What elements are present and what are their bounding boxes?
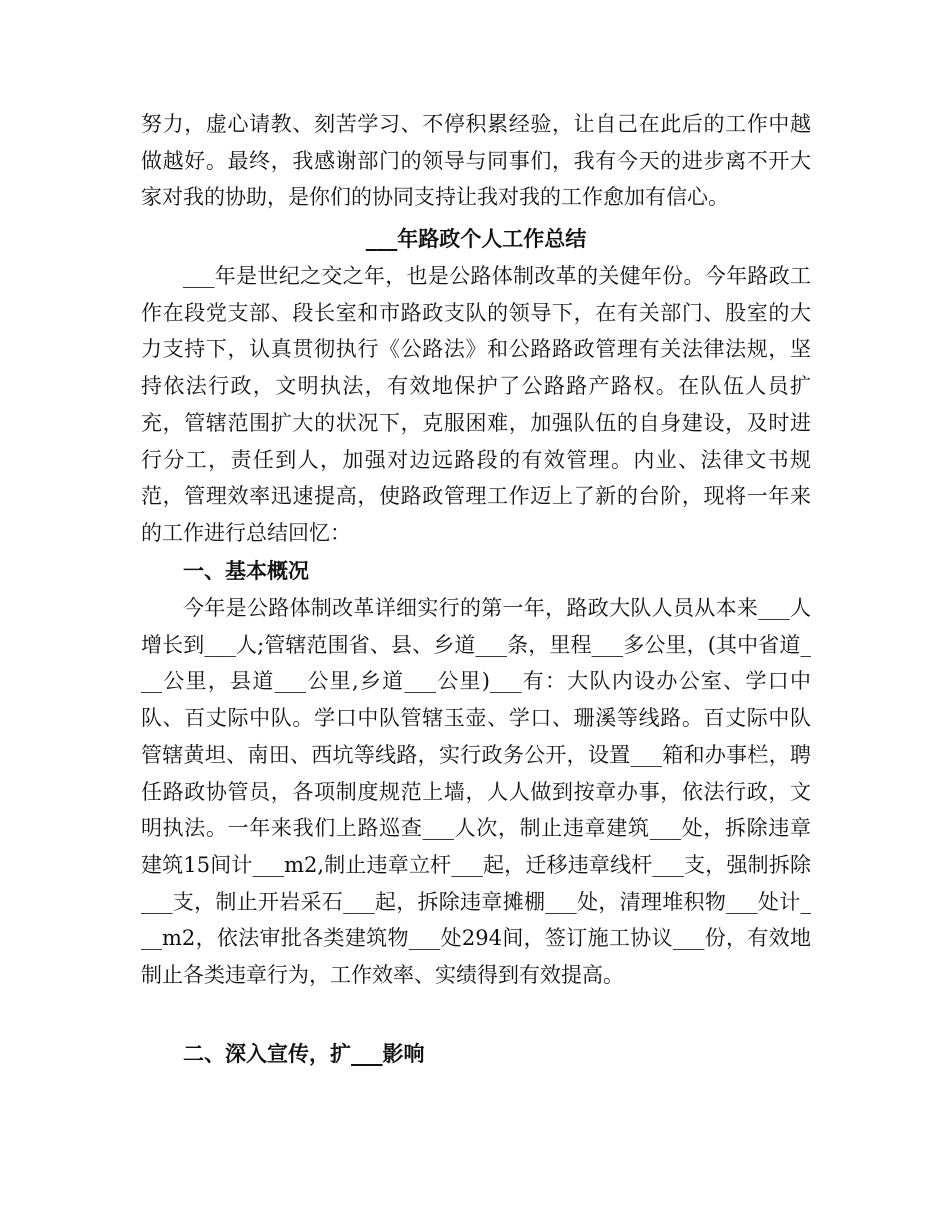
section-heading-basic-overview: 一、基本概况 [183,558,309,583]
section-basic-overview-paragraph: 今年是公路体制改革详细实行的第一年，路政大队人员从本来___人增长到___人;管辖范围省、县、乡道___条，里程___多公里，(其中省道___公里，县道___公里,乡道___公里)___有：大队内设办公室、学口中队、百丈际中队。学口中队管辖玉壶、学口、珊溪等线路。百丈际中队管辖黄坦、南田、西坑等线路，实行政务公开，设置___箱和办事栏，聘任路政协管员，各项制度规范上墙，人人做到按章办事，依法行政，文明执法。一年来我们上路巡查___人次，制止违章建筑___处，拆除违章建筑15间计___m2,制止违章立杆___起，迁移违章线杆___支，强制拆除___支，制止开岩采石___起，拆除违章摊棚___处，清理堆积物___处计___m2，依法审批各类建筑物___处294间，签订施工协议___份，有效地制止各类违章行为，工作效率、实绩得到有效提高。 [141,596,811,988]
opening-paragraph: ___年是世纪之交之年，也是公路体制改革的关健年份。今年路政工作在段党支部、段长室和市路政支队的领导下，在有关部门、股室的大力支持下，认真贯彻执行《公路法》和公路路政管理有关法律法规，坚持依法行政，文明执法，有效地保护了公路路产路权。在队伍人员扩充，管辖范围扩大的状况下，克服困难，加强队伍的自身建设，及时进行分工，责任到人，加强对边远路段的有效管理。内业、法律文书规范，管理效率迅速提高，使路政管理工作迈上了新的台阶，现将一年来的工作进行总结回忆： [141,264,811,545]
intro-paragraph: 努力，虚心请教、刻苦学习、不停积累经验，让自己在此后的工作中越做越好。最终，我感谢部门的领导与同事们，我有今天的进步离不开大家对我的协助，是你们的协同支持让我对我的工作愈加有信心。 [141,112,811,210]
section-heading-publicity: 二、深入宣传，扩___影响 [183,1041,425,1066]
document-title: ___年路政个人工作总结 [365,226,587,251]
